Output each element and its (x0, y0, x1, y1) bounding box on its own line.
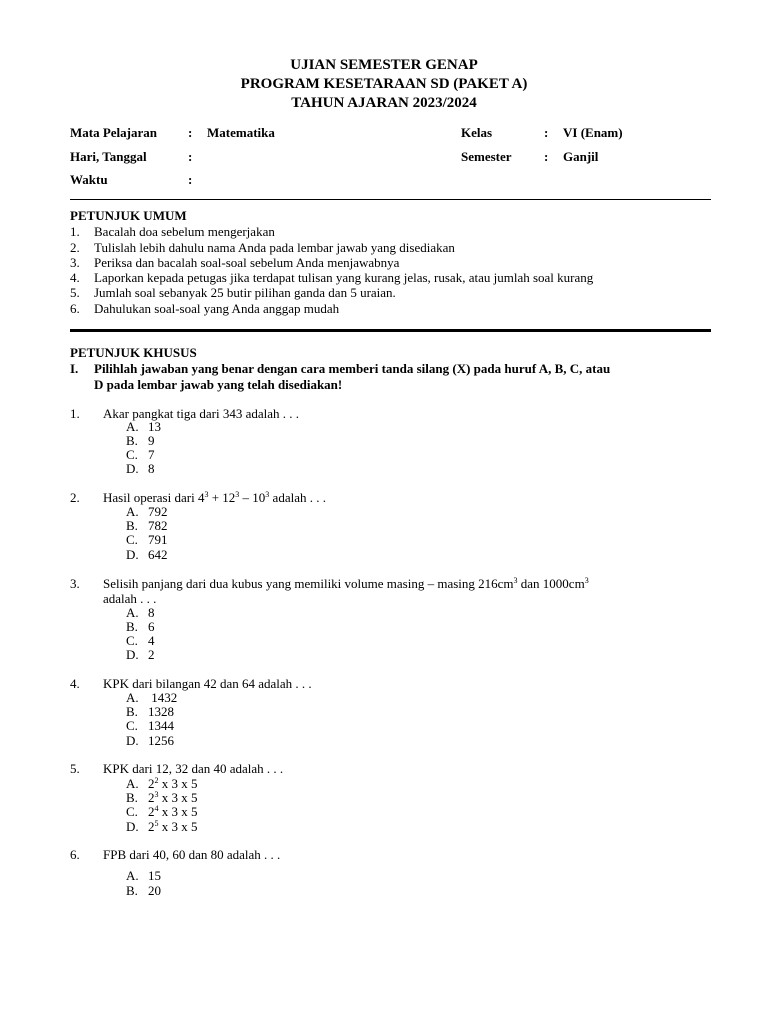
option-letter: D. (126, 461, 139, 476)
question-text: FPB dari 40, 60 dan 80 adalah . . . (103, 847, 281, 862)
year-title: TAHUN AJARAN 2023/2024 (291, 95, 477, 111)
list-item-number: 6. (70, 301, 80, 316)
option-letter: A. (126, 605, 139, 620)
option-value: 6 (148, 619, 155, 634)
option-value: 791 (148, 532, 168, 547)
option-value: 782 (148, 518, 168, 533)
option-letter: B. (126, 518, 138, 533)
option-letter: A. (126, 690, 139, 705)
option-letter: A. (126, 504, 139, 519)
option-value: 642 (148, 547, 168, 562)
option-letter: C. (126, 804, 138, 819)
question-text: Hasil operasi dari $4^3 + 12^3 - 10^3$ adalah . . . (103, 490, 326, 505)
semester-label: Semester (461, 149, 512, 164)
option-letter: A. (126, 419, 139, 434)
hari-label: Hari, Tanggal (70, 149, 147, 164)
list-item: Jumlah soal sebanyak 25 butir pilihan ganda dan 5 uraian. (94, 285, 396, 300)
option-letter: B. (126, 704, 138, 719)
question-text: KPK dari bilangan 42 dan 64 adalah . . . (103, 676, 312, 691)
option-letter: C. (126, 447, 138, 462)
option-value: $2^4$ x 3 x 5 (148, 804, 198, 819)
option-letter: C. (126, 718, 138, 733)
option-value: 9 (148, 433, 155, 448)
option-value: 7 (148, 447, 155, 462)
exponent: 2 (154, 776, 159, 785)
option-letter: B. (126, 790, 138, 805)
colon: : (188, 172, 193, 187)
option-value: 13 (148, 419, 161, 434)
kelas-value: VI (Enam) (563, 125, 623, 140)
option-value: 2 (148, 647, 155, 662)
option-letter: C. (126, 532, 138, 547)
list-item: Tulislah lebih dahulu nama Anda pada lembar jawab yang disediakan (94, 240, 455, 255)
option-value: 1256 (148, 733, 174, 748)
question-text: Selisih panjang dari dua kubus yang memiliki volume masing – masing $216cm^3$ dan $1000cm^3$ (103, 576, 589, 591)
question-number: 2. (70, 490, 80, 505)
mapel-value: Matematika (207, 125, 275, 140)
instruction-line: Pilihlah jawaban yang benar dengan cara memberi tanda silang (X) pada huruf A, B, C, atau (94, 361, 611, 376)
list-item: Laporkan kepada petugas jika terdapat tulisan yang kurang jelas, rusak, atau jumlah soal kurang (94, 270, 594, 285)
question-number: 4. (70, 676, 80, 691)
exponent: 3 (235, 490, 240, 499)
option-letter: D. (126, 733, 139, 748)
exponent: 3 (513, 576, 518, 585)
option-letter: A. (126, 776, 139, 791)
question-number: 3. (70, 576, 80, 591)
option-value: $2^2$ x 3 x 5 (148, 776, 198, 791)
instruction-line: D pada lembar jawab yang telah disediakan! (94, 377, 343, 392)
colon: : (188, 149, 193, 164)
option-value: $2^5$ x 3 x 5 (148, 819, 198, 834)
umum-heading: PETUNJUK UMUM (70, 208, 187, 223)
option-letter: B. (126, 883, 138, 898)
waktu-label: Waktu (70, 172, 108, 187)
list-item-number: 4. (70, 270, 80, 285)
roman-numeral: I. (70, 361, 79, 376)
colon: : (544, 149, 549, 164)
list-item-number: 1. (70, 224, 80, 239)
list-item-number: 5. (70, 285, 80, 300)
list-item: Dahulukan soal-soal yang Anda anggap mudah (94, 301, 340, 316)
kelas-label: Kelas (461, 125, 493, 140)
exponent: 3 (265, 490, 270, 499)
question-text: KPK dari 12, 32 dan 40 adalah . . . (103, 761, 284, 776)
option-value: 1344 (148, 718, 174, 733)
option-value: 20 (148, 883, 161, 898)
option-letter: B. (126, 433, 138, 448)
list-item: Bacalah doa sebelum mengerjakan (94, 224, 275, 239)
option-letter: D. (126, 819, 139, 834)
option-value: 1328 (148, 704, 174, 719)
option-value: 8 (148, 461, 155, 476)
option-letter: A. (126, 868, 139, 883)
exponent: 3 (584, 576, 589, 585)
option-value: 4 (148, 633, 155, 648)
option-letter: C. (126, 633, 138, 648)
exponent: 3 (154, 790, 159, 799)
option-value: 8 (148, 605, 155, 620)
list-item-number: 2. (70, 240, 80, 255)
semester-value: Ganjil (563, 149, 599, 164)
list-item: Periksa dan bacalah soal-soal sebelum Anda menjawabnya (94, 255, 400, 270)
option-letter: D. (126, 647, 139, 662)
exponent: 4 (154, 804, 159, 813)
option-value: $2^3$ x 3 x 5 (148, 790, 198, 805)
divider (70, 199, 711, 200)
option-value: 1432 (148, 690, 178, 705)
divider-thick (70, 329, 711, 332)
khusus-heading: PETUNJUK KHUSUS (70, 345, 197, 360)
exam-title: UJIAN SEMESTER GENAP (290, 57, 478, 73)
question-number: 1. (70, 406, 80, 421)
program-title: PROGRAM KESETARAAN SD (PAKET A) (240, 76, 528, 92)
question-number: 5. (70, 761, 80, 776)
option-value: 792 (148, 504, 168, 519)
exponent: 5 (154, 819, 159, 828)
option-value: 15 (148, 868, 161, 883)
colon: : (188, 125, 193, 140)
question-text-continued: adalah . . . (103, 591, 157, 606)
option-letter: D. (126, 547, 139, 562)
colon: : (544, 125, 549, 140)
mapel-label: Mata Pelajaran (70, 125, 158, 140)
question-text: Akar pangkat tiga dari 343 adalah . . . (103, 406, 300, 421)
list-item-number: 3. (70, 255, 80, 270)
exponent: 3 (204, 490, 209, 499)
question-number: 6. (70, 847, 80, 862)
option-letter: B. (126, 619, 138, 634)
